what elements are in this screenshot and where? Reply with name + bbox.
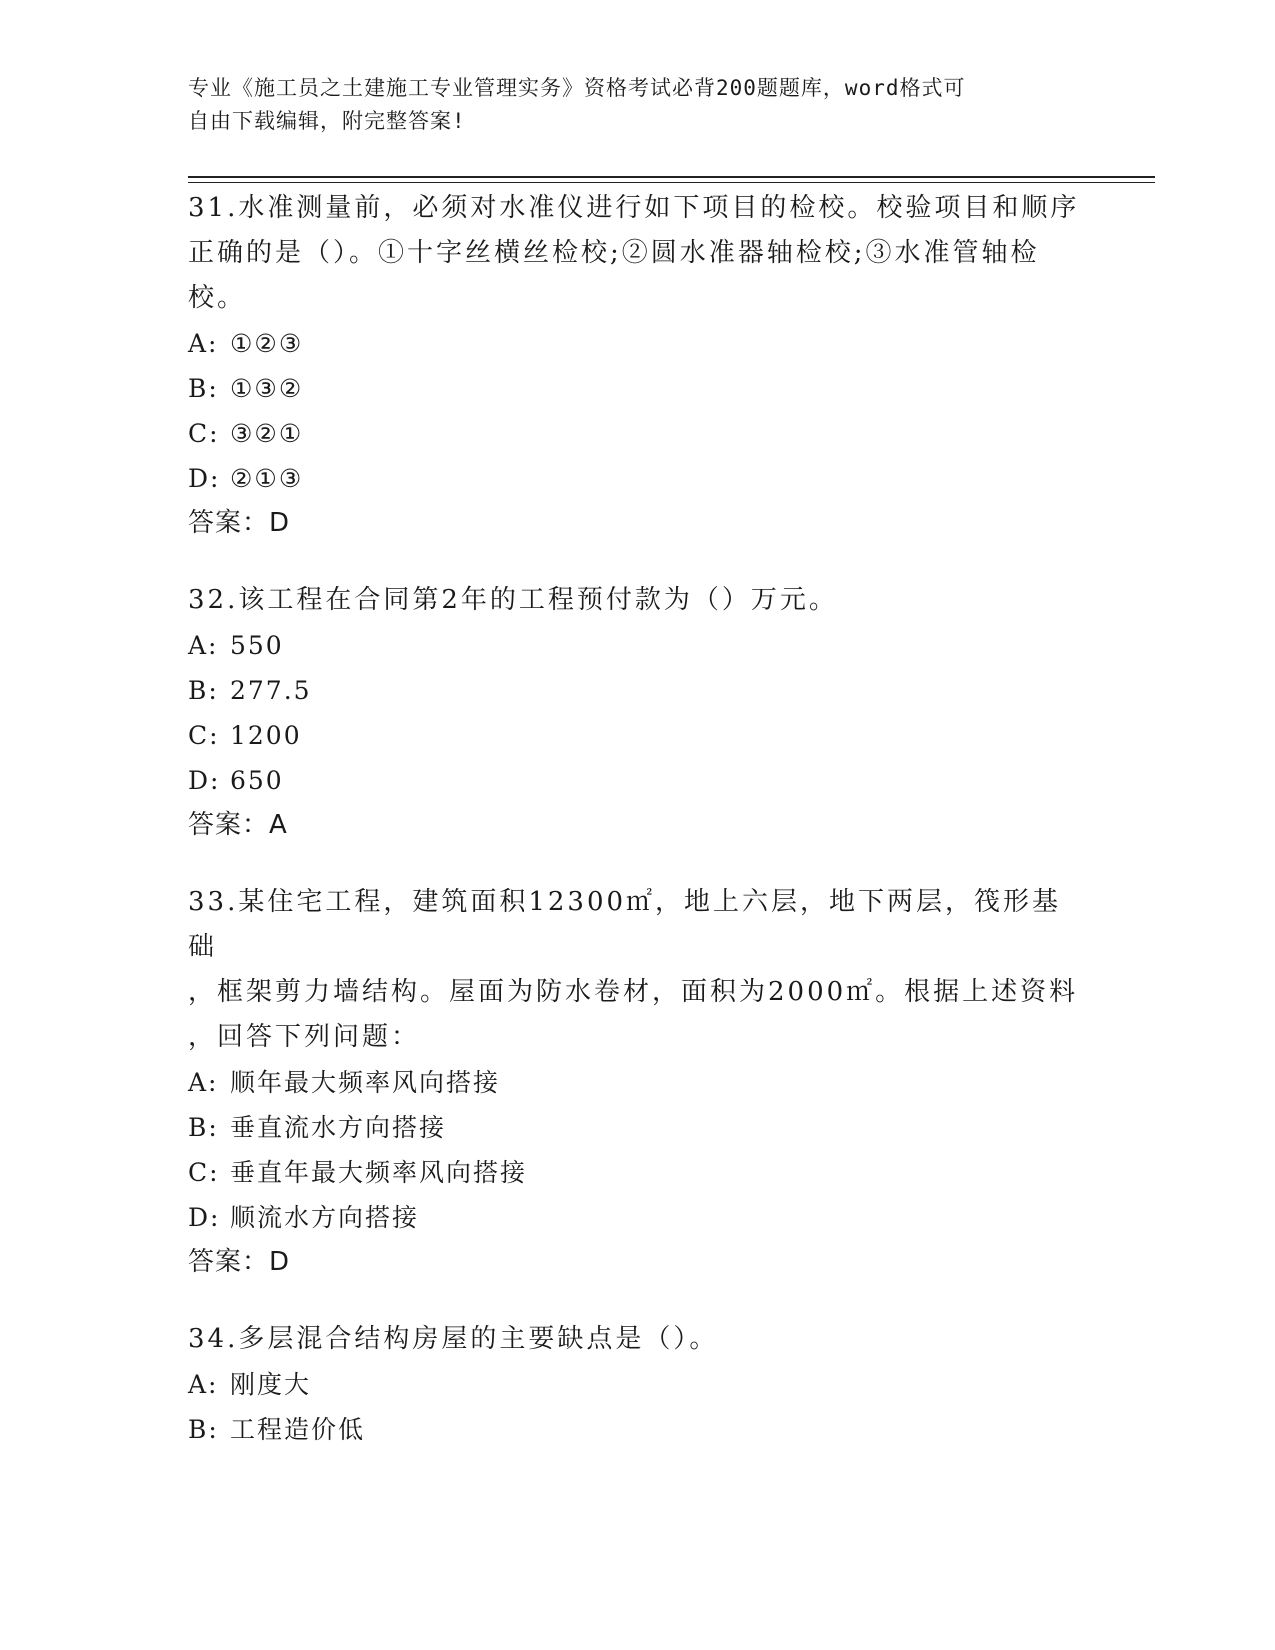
option-text: ②①③ <box>230 464 304 493</box>
option-text: 刚度大 <box>230 1370 312 1399</box>
option-text: ①③② <box>230 374 304 403</box>
header-divider-thick <box>188 176 1155 178</box>
question-text-line: 31.水准测量前，必须对水准仪进行如下项目的检校。校验项目和顺序 <box>188 193 1080 223</box>
option-text: 650 <box>230 766 284 795</box>
option-text: ③②① <box>230 419 304 448</box>
option-text: 550 <box>230 631 284 660</box>
option-label: C: <box>188 1158 220 1187</box>
option-text: ①②③ <box>230 329 304 358</box>
option-c <box>188 713 1088 758</box>
question-32 <box>188 578 1088 848</box>
option-text: 垂直流水方向搭接 <box>230 1113 447 1142</box>
header-line-2: 自由下载编辑，附完整答案! <box>188 109 466 133</box>
question-text-line: 校。 <box>188 283 247 313</box>
option-a <box>188 321 1088 366</box>
question-31 <box>188 186 1088 546</box>
option-label: B: <box>188 1415 219 1444</box>
question-text-line: 正确的是（）。①十字丝横丝检校;②圆水准器轴检校;③水准管轴检 <box>188 238 1040 268</box>
option-c <box>188 1150 1088 1195</box>
option-label: A: <box>188 1370 219 1399</box>
option-label: A: <box>188 329 219 358</box>
header-divider-thin <box>188 182 1155 183</box>
option-text: 顺年最大频率风向搭接 <box>230 1068 501 1097</box>
option-b <box>188 366 1088 411</box>
option-label: A: <box>188 631 219 660</box>
option-text: 277.5 <box>230 676 312 705</box>
option-label: C: <box>188 721 220 750</box>
option-label: B: <box>188 1113 219 1142</box>
option-label: C: <box>188 419 220 448</box>
option-label: B: <box>188 374 219 403</box>
question-text-line: ，框架剪力墙结构。屋面为防水卷材，面积为2000㎡。根据上述资料 <box>188 977 1079 1007</box>
option-a <box>188 623 1088 668</box>
option-label: D: <box>188 766 221 795</box>
question-list <box>188 186 1088 1484</box>
question-text-line: 32.该工程在合同第2年的工程预付款为（）万元。 <box>188 585 838 615</box>
option-label: D: <box>188 1203 221 1232</box>
option-label: A: <box>188 1068 219 1097</box>
option-d <box>188 758 1088 803</box>
option-d <box>188 1195 1088 1240</box>
question-text-line: 34.多层混合结构房屋的主要缺点是（）。 <box>188 1324 719 1354</box>
option-c <box>188 411 1088 456</box>
option-b <box>188 668 1088 713</box>
option-text: 垂直年最大频率风向搭接 <box>230 1158 528 1187</box>
header-line-1: 专业《施工员之土建施工专业管理实务》资格考试必背200题题库，word格式可 <box>188 76 966 100</box>
option-text: 顺流水方向搭接 <box>230 1203 420 1232</box>
option-a <box>188 1362 1088 1407</box>
option-a <box>188 1060 1088 1105</box>
question-text-line: 33.某住宅工程，建筑面积12300㎡，地上六层，地下两层，筏形基础 <box>188 887 1062 962</box>
option-b <box>188 1407 1088 1452</box>
option-label: D: <box>188 464 221 493</box>
option-d <box>188 456 1088 501</box>
answer-line: 答案：D <box>188 508 291 538</box>
option-text: 1200 <box>230 721 302 750</box>
question-33 <box>188 880 1088 1285</box>
question-text-line: ，回答下列问题： <box>188 1022 421 1052</box>
answer-line: 答案：D <box>188 1247 291 1277</box>
option-b <box>188 1105 1088 1150</box>
option-text: 工程造价低 <box>230 1415 366 1444</box>
question-34 <box>188 1317 1088 1452</box>
document-header <box>188 72 1068 138</box>
answer-line: 答案：A <box>188 810 288 840</box>
option-label: B: <box>188 676 219 705</box>
